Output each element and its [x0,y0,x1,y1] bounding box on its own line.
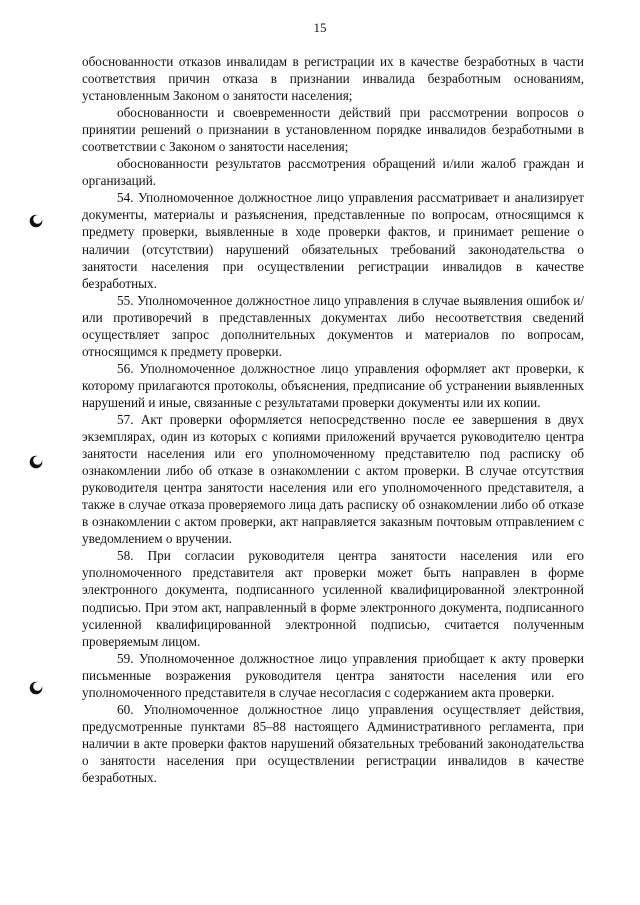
paragraph-60: 60. Уполномоченное должностное лицо управления осуществляет действия, предусмотренные пунктами 85–88 настоящего Административного регламента, при наличии в акте проверки фактов нарушений обязательных требований законодательства о занятости населения при осуществлении регистрации инвалидов в качестве безработных. [82,701,584,785]
paragraph-57: 57. Акт проверки оформляется непосредственно после ее завершения в двух экземплярах, один из которых с копиями приложений вручается руководителю центра занятости населения или его уполномоченному представителю под расписку об ознакомлении либо об отказе в ознакомлении с актом проверки. В случае отсутствия руководителя центра занятости населения или его уполномоченного представителя, а также в случае отказа проверяемого лица дать расписку об ознакомлении либо об отказе в ознакомлении с актом проверки, акт направляется заказным почтовым отправлением с уведомлением о вручении. [82,411,584,547]
punch-hole-icon [29,214,43,228]
paragraph-complaints: обоснованности результатов рассмотрения обращений и/или жалоб граждан и организаций. [82,156,584,189]
punch-hole-icon [29,681,43,695]
page-number: 15 [313,20,327,35]
document-body [82,53,584,786]
punch-hole-icon [29,455,43,469]
paragraph-decisions: обоснованности и своевременности действий при рассмотрении вопросов о принятии решений о признании в установленном порядке инвалидов безработными в соответствии с Законом о занятости населения; [82,105,584,155]
paragraph-54: 54. Уполномоченное должностное лицо управления рассматривает и анализирует документы, материалы и разъяснения, представленные по вопросам, относящимся к предмету проверки, выявленные в ходе проверки фактов, и принимает решение о наличии (отсутствии) нарушений обязательных требований законодательства о занятости населения при осуществлении регистрации инвалидов в качестве безработных. [82,190,584,291]
paragraph-58: 58. При согласии руководителя центра занятости населения или его уполномоченного представителя акт проверки может быть направлен в форме электронного документа, подписанного усиленной квалифицированной электронной подписью. При этом акт, направленный в форме электронного документа, подписанного усиленной квалифицированной электронной подписью, считается полученным проверяемым лицом. [82,548,584,649]
paragraph-56: 56. Уполномоченное должностное лицо управления оформляет акт проверки, к которому прилагаются протоколы, объяснения, предписание об устранении выявленных нарушений и иные, связанные с результатами проверки документы или их копии. [82,360,584,410]
paragraph-59: 59. Уполномоченное должностное лицо управления приобщает к акту проверки письменные возражения руководителя центра занятости населения или его уполномоченного представителя в случае несогласия с содержанием акта проверки. [82,650,584,700]
paragraph-continuation: обоснованности отказов инвалидам в регистрации их в качестве безработных в части соответствия причин отказа в признании инвалида безработным основаниям, установленным Законом о занятости населения; [82,54,584,104]
paragraph-55: 55. Уполномоченное должностное лицо управления в случае выявления ошибок и/или противоречий в представленных документах либо несоответствия сведений осуществляет запрос дополнительных документов и материалов по вопросам, относящимся к предмету проверки. [82,292,584,359]
